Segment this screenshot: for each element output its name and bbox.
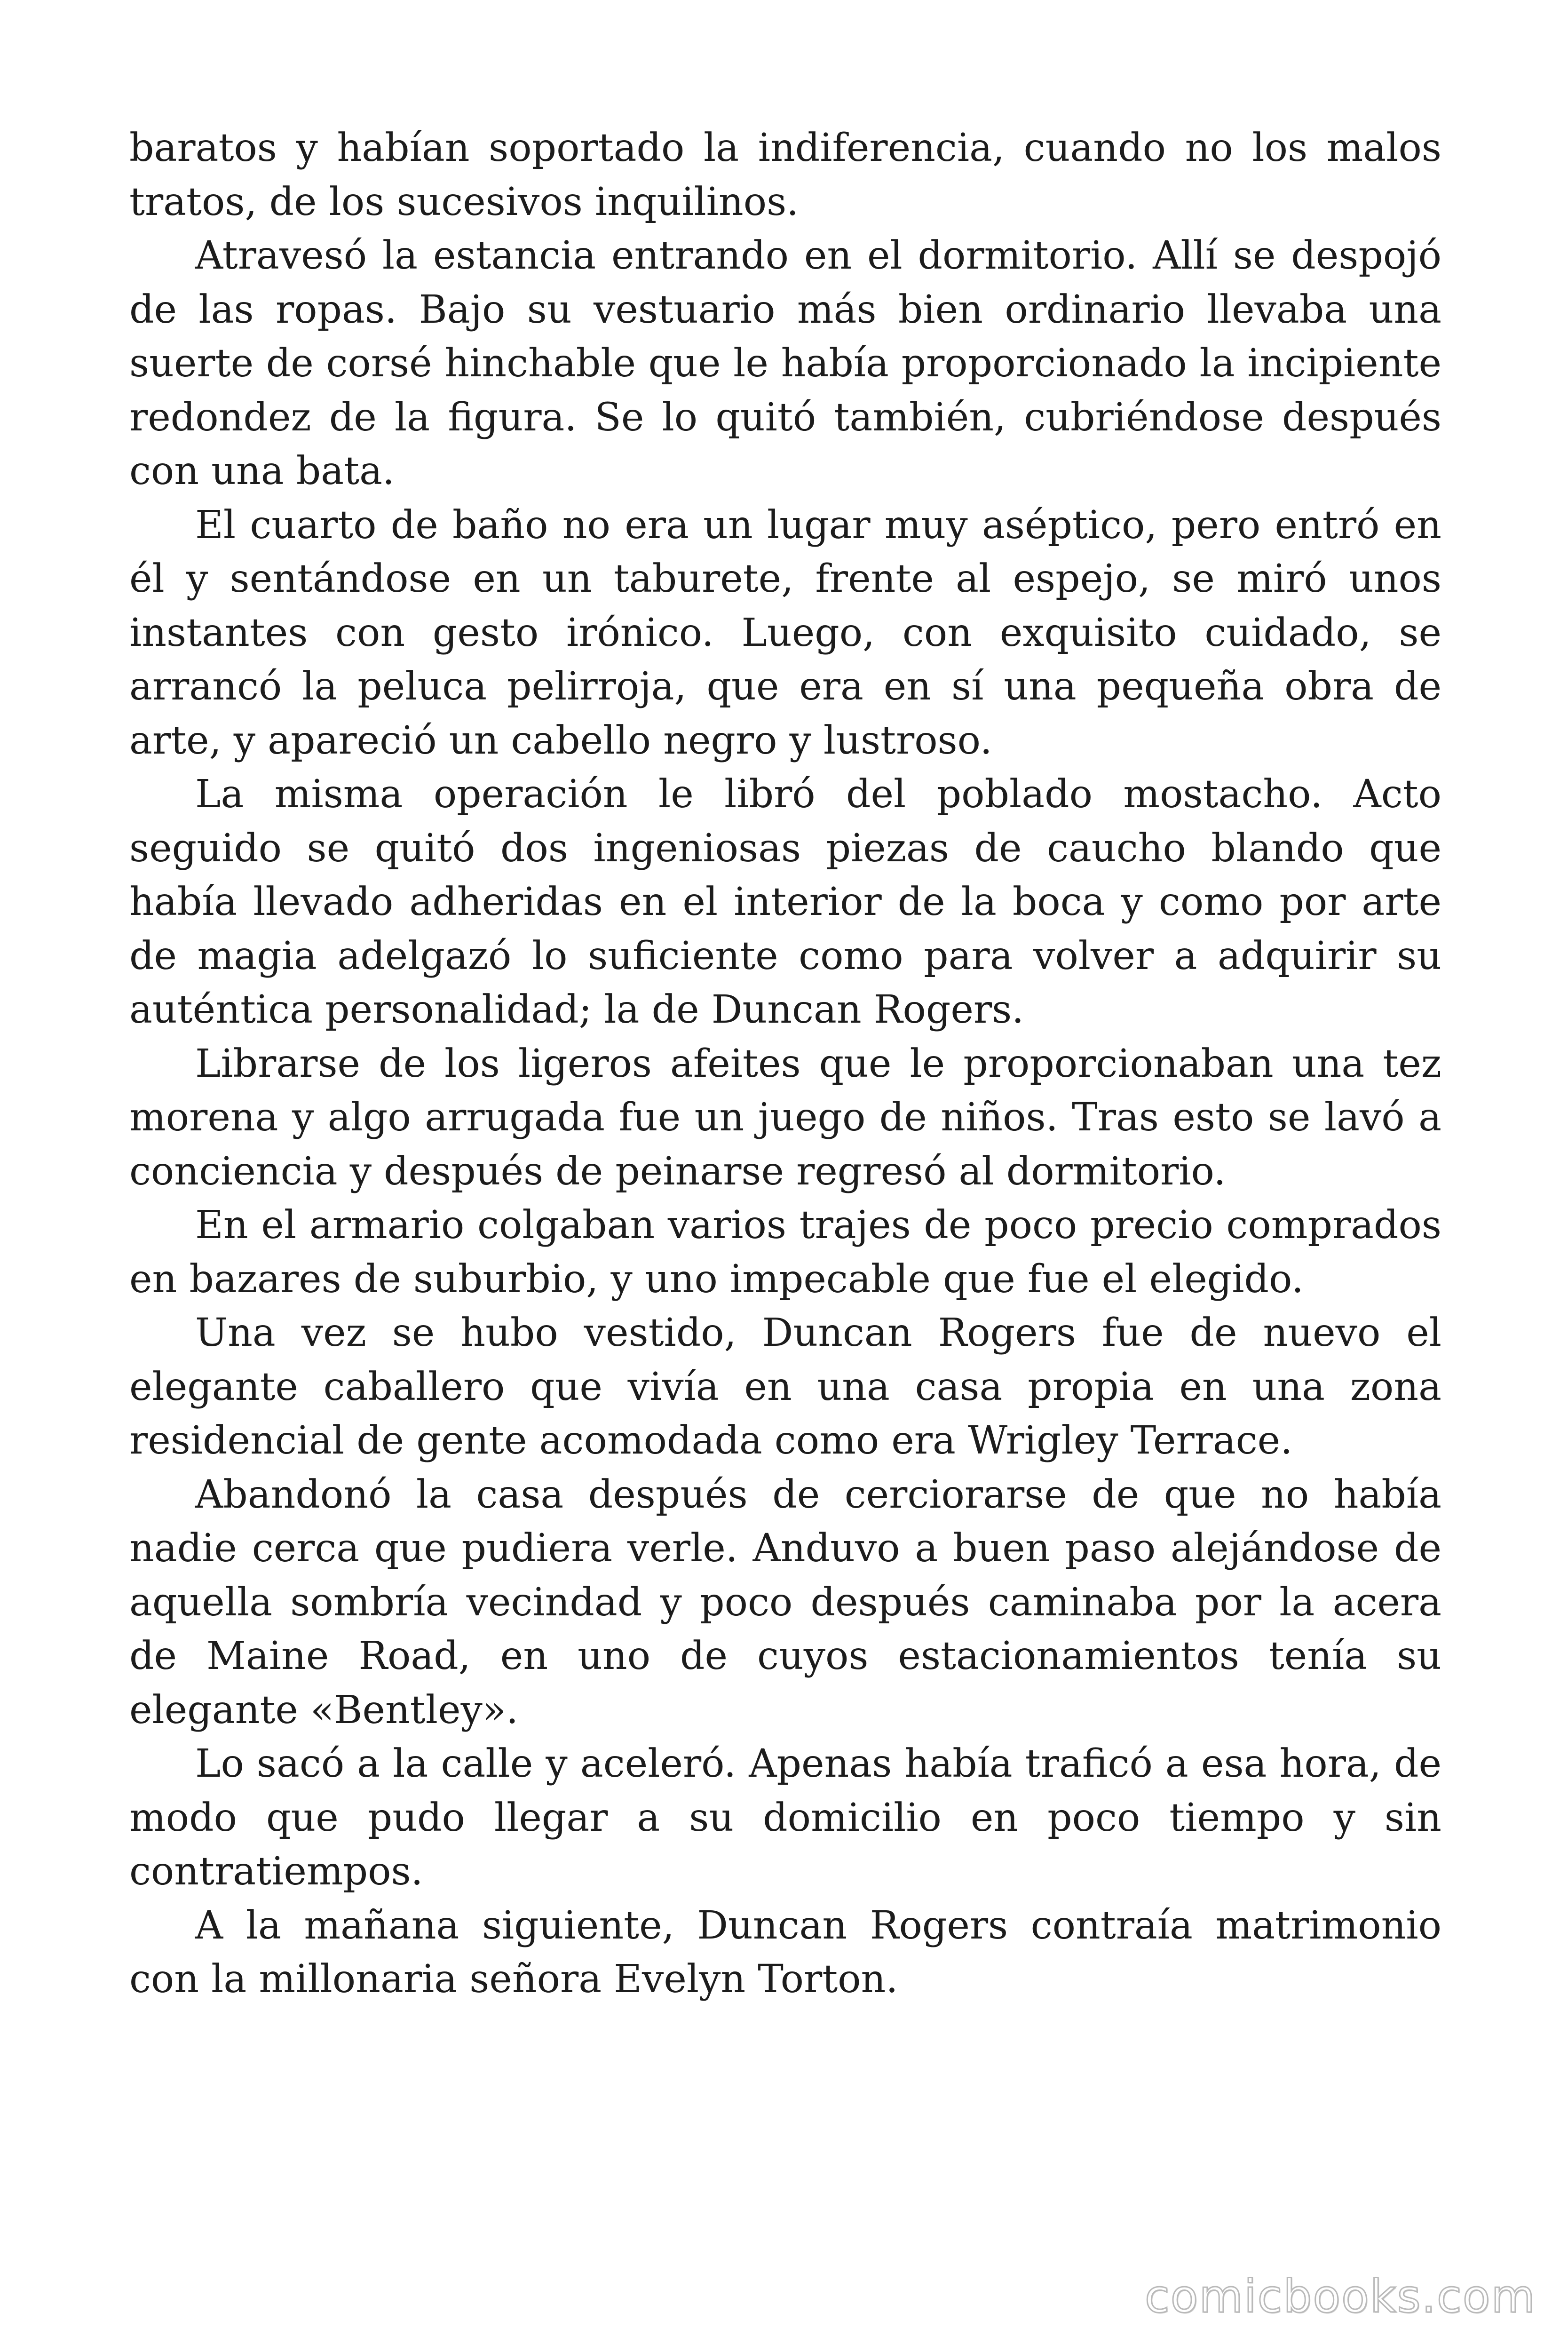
paragraph: Una vez se hubo vestido, Duncan Rogers fue de nuevo el elegante caballero que vivía en una casa propia en una zona residencial de gente acomodada como era Wrigley Terrace. — [129, 1311, 1441, 1463]
paragraph: Atravesó la estancia entrando en el dormitorio. Allí se despojó de las ropas. Bajo su vestuario más bien ordinario llevaba una suerte de corsé hinchable que le había proporcionado la incipiente redondez de la figura. Se lo quitó también, cubriéndose después con una bata. — [129, 233, 1441, 493]
paragraph: Abandonó la casa después de cerciorarse de que no había nadie cerca que pudiera verle. Anduvo a buen paso alejándose de aquella sombría vecindad y poco después caminaba por la acera de Maine Road, en uno de cuyos estacionamientos tenía su elegante «Bentley». — [129, 1472, 1441, 1732]
paragraph: La misma operación le libró del poblado mostacho. Acto seguido se quitó dos ingeniosas piezas de caucho blando que había llevado adheridas en el interior de la boca y como por arte de magia adelgazó lo suficiente como para volver a adquirir su auténtica personalidad; la de Duncan Rogers. — [129, 772, 1441, 1032]
paragraph: baratos y habían soportado la indiferencia, cuando no los malos tratos, de los sucesivos inquilinos. — [129, 126, 1441, 224]
paragraph: Lo sacó a la calle y aceleró. Apenas había traficó a esa hora, de modo que pudo llegar a su domicilio en poco tiempo y sin contratiempos. — [129, 1741, 1441, 1894]
paragraph: Librarse de los ligeros afeites que le proporcionaban una tez morena y algo arrugada fue un juego de niños. Tras esto se lavó a conciencia y después de peinarse regresó al dormitorio. — [129, 1041, 1441, 1194]
paragraph: En el armario colgaban varios trajes de poco precio comprados en bazares de suburbio, y uno impecable que fue el elegido. — [129, 1203, 1441, 1302]
site-watermark: comicbooks.com — [1144, 2270, 1536, 2323]
page-body-text — [129, 121, 1441, 2007]
paragraph: A la mañana siguiente, Duncan Rogers contraía matrimonio con la millonaria señora Evelyn Torton. — [129, 1903, 1441, 2002]
paragraph: El cuarto de baño no era un lugar muy aséptico, pero entró en él y sentándose en un taburete, frente al espejo, se miró unos instantes con gesto irónico. Luego, con exquisito cuidado, se arrancó la peluca pelirroja, que era en sí una pequeña obra de arte, y apareció un cabello negro y lustroso. — [129, 502, 1441, 763]
